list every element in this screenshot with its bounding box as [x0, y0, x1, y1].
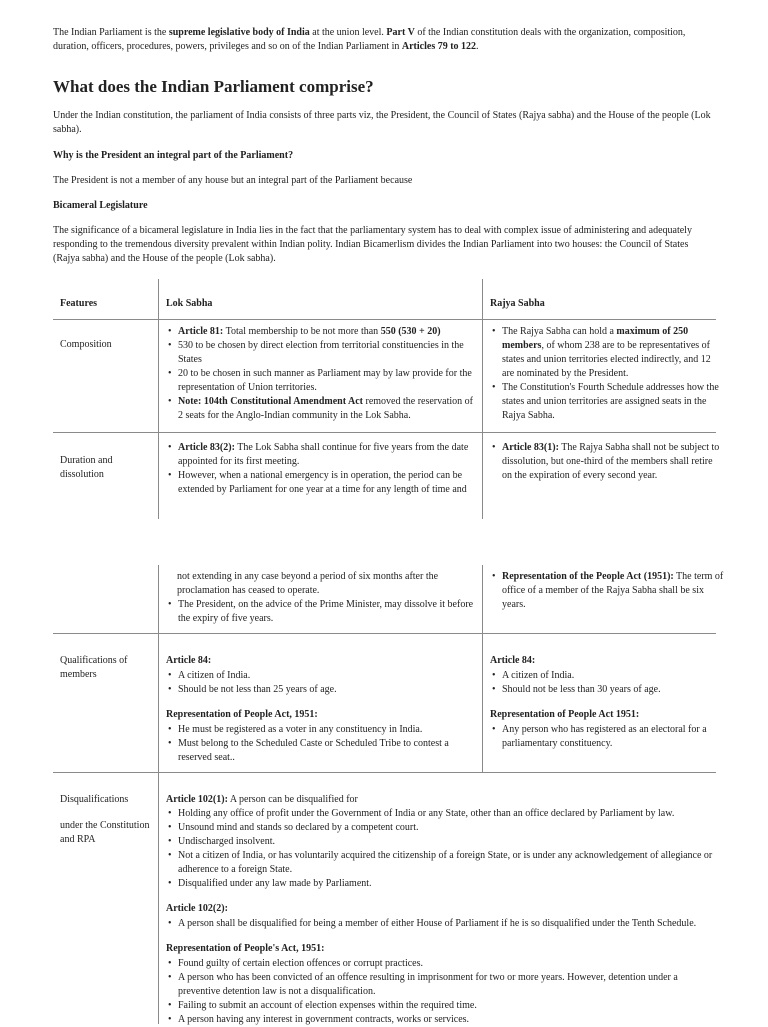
section-heading: What does the Indian Parliament comprise? — [53, 77, 374, 96]
list-item: • Article 83(1): The Rajya Sabha shall not be subject to dissolution, but one-third of the members shall retire on the expiration of every second year. — [502, 441, 724, 483]
list-item: • 530 to be chosen by direct election from territorial constituencies in the States — [178, 339, 480, 367]
duration-lok-list — [166, 441, 480, 497]
row-duration-label: Duration and dissolution — [60, 455, 113, 480]
article-102-2-list — [166, 917, 716, 931]
list-item: • However, when a national emergency is in operation, the period can be extended by Parliament for one year at a time for any length of time and — [178, 469, 480, 497]
disqualifications-subtitle: under the Constitution and RPA — [60, 820, 150, 845]
rajya-rpa-heading: Representation of People Act 1951: — [490, 709, 640, 720]
list-item: • Article 83(2): The Lok Sabha shall continue for five years from the date appointed for its first meeting. — [178, 441, 480, 469]
bicameral-heading: Bicameral Legislature — [53, 200, 148, 211]
list-item: • Article 81: Total membership to be not more than 550 (530 + 20) — [178, 325, 480, 339]
comprise-paragraph: Under the Indian constitution, the parliament of India consists of three parts viz, the President, the Council of States (Rajya sabha) and the House of the people (Lok sabha). — [53, 110, 711, 135]
president-question: Why is the President an integral part of the Parliament? — [53, 150, 294, 161]
header-lok-sabha: Lok Sabha — [166, 298, 213, 309]
list-item: • He must be registered as a voter in any constituency in India. — [178, 723, 471, 737]
header-features: Features — [60, 298, 98, 309]
list-item: • Should not be less than 30 years of age. — [502, 683, 714, 697]
lok-article-84-heading: Article 84: — [166, 655, 212, 666]
list-item: • Any person who has registered as an electoral for a parliamentary constituency. — [502, 723, 714, 751]
list-item: • Unsound mind and stands so declared by a competent court. — [178, 821, 716, 835]
composition-rajya-list — [490, 325, 724, 423]
list-item: • Disqualified under any law made by Parliament. — [178, 877, 716, 891]
rajya-article-84-list — [490, 669, 714, 697]
list-item: • A citizen of India. — [502, 669, 714, 683]
list-item: • Not a citizen of India, or has voluntarily acquired the citizenship of a foreign State, or is under any acknowledgement of allegiance or adherence to a foreign State. — [178, 849, 716, 877]
qualifications-rajya — [490, 654, 714, 751]
row-composition-label: Composition — [60, 339, 112, 350]
article-102-1-heading: Article 102(1): — [166, 794, 228, 805]
list-item: • Representation of the People Act (1951): The term of office of a member of the Rajya Sabha shall be six years. — [502, 570, 724, 612]
list-item: • Holding any office of profit under the Government of India or any State, other than an office declared by Parliament by law. — [178, 807, 716, 821]
row-disqualifications-label — [60, 793, 152, 847]
list-item: • Undischarged insolvent. — [178, 835, 716, 849]
article-102-2-heading: Article 102(2): — [166, 903, 228, 914]
qualifications-lok — [166, 654, 471, 765]
disqualifications-content: Article 102(1): A person can be disqualified for • Holding any office of profit under the Government of India or any State, other than an office declared by Parliament by law. • Unsound mind and stands so declared by a competent court. • Undischarged insolvent. • Not a citizen of India, or has voluntarily acquired the citizenship of a foreign State, or is under any acknowledgement of allegiance or adherence to a foreign State. • Disqualified under any law made by Parliament. Article 102(2): • A person shall be disqualified for being a member of either House of Parliament if he is so disqualified under the Tenth Schedule. Representation of People's Act, 1951: • Found guilty of certain election offences or corrupt practices. • A person who has been convicted of an offence resulting in imprisonment for two or more years. However, detention under a preventive detention law is not a disqualification. • Failing to submit an account of election expenses within the required time. • A person having any interest in government contracts, works or services. — [166, 793, 716, 1027]
row-qualifications-label: Qualifications of members — [60, 655, 128, 680]
rajya-article-84-heading: Article 84: — [490, 655, 536, 666]
duration-lok-continued: not extending in any case beyond a period of six months after the proclamation has ceased to operate. — [177, 571, 439, 596]
header-rajya-sabha: Rajya Sabha — [490, 298, 545, 309]
list-item: • A person having any interest in government contracts, works or services. — [178, 1013, 716, 1027]
list-item: • The Constitution's Fourth Schedule addresses how the states and union territories are assigned seats in the Rajya Sabha. — [502, 381, 724, 423]
list-item: • Note: 104th Constitutional Amendment Act removed the reservation of 2 seats for the Anglo-Indian community in the Lok Sabha. — [178, 395, 480, 423]
list-item: • 20 to be chosen in such manner as Parliament may by law provide for the representation of Union territories. — [178, 367, 480, 395]
list-item: • Must belong to the Scheduled Caste or Scheduled Tribe to contest a reserved seat.. — [178, 737, 471, 765]
duration-lok-list-cont — [166, 598, 480, 626]
list-item: • A person shall be disqualified for being a member of either House of Parliament if he is so disqualified under the Tenth Schedule. — [178, 917, 716, 931]
president-paragraph: The President is not a member of any house but an integral part of the Parliament because — [53, 175, 413, 186]
list-item: • The President, on the advice of the Prime Minister, may dissolve it before the expiry of five years. — [178, 598, 480, 626]
duration-rajya-list-cont — [490, 570, 724, 612]
lok-article-84-list — [166, 669, 471, 697]
rpa-1951-list — [166, 957, 716, 1027]
list-item: • A citizen of India. — [178, 669, 471, 683]
list-item: • A person who has been convicted of an offence resulting in imprisonment for two or more years. However, detention under a preventive detention law is not a disqualification. — [178, 971, 716, 999]
composition-lok-list — [166, 325, 480, 423]
bicameral-paragraph: The significance of a bicameral legislature in India lies in the fact that the parliamentary system has to deal with complex issue of administering and adequately responding to the tremendous diversity prevalent within Indian polity. Indian Bicamerlism divides the Indian Parliament into two houses: the Council of States (Rajya sabha) and the House of the people (Lok sabha). — [53, 225, 692, 264]
lok-rpa-heading: Representation of People Act, 1951: — [166, 709, 318, 720]
intro-paragraph: The Indian Parliament is the supreme legislative body of India at the union level. Part V of the Indian constitution deals with the organization, composition, duration, officers, procedures, powers, privileges and so on of the Indian Parliament in Articles 79 to 122. — [53, 27, 686, 52]
duration-rajya-list — [490, 441, 724, 483]
list-item: • The Rajya Sabha can hold a maximum of 250 members, of whom 238 are to be representatives of states and union territories elected indirectly, and 12 are nominated by the President. — [502, 325, 724, 381]
rajya-rpa-list — [490, 723, 714, 751]
list-item: • Found guilty of certain election offences or corrupt practices. — [178, 957, 716, 971]
rpa-1951-heading: Representation of People's Act, 1951: — [166, 943, 325, 954]
lok-rpa-list — [166, 723, 471, 765]
disqualifications-title: Disqualifications — [60, 794, 129, 805]
list-item: • Should be not less than 25 years of age. — [178, 683, 471, 697]
article-102-1-list — [166, 807, 716, 891]
list-item: • Failing to submit an account of election expenses within the required time. — [178, 999, 716, 1013]
